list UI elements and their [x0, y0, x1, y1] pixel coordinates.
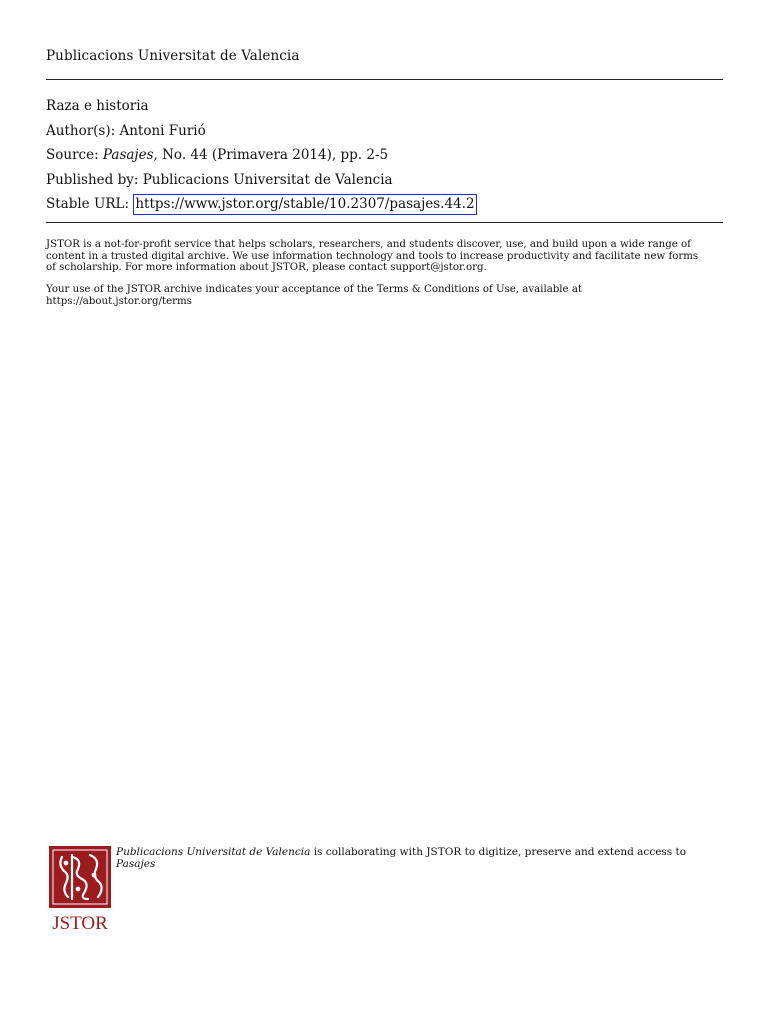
collaboration-journal: Pasajes — [116, 857, 156, 870]
published-row — [46, 168, 477, 193]
top-divider — [46, 79, 723, 80]
published-value: Publicacions Universitat de Valencia — [142, 171, 393, 188]
publisher-header: Publicacions Universitat de Valencia — [46, 48, 300, 64]
source-label: Source: — [46, 147, 99, 163]
jstor-logo — [48, 845, 112, 933]
source-details: , No. 44 (Primavera 2014), pp. 2-5 — [153, 147, 389, 163]
article-metadata — [46, 94, 477, 217]
authors-value: Antoni Furió — [119, 122, 206, 139]
jstor-logo-wordmark: JSTOR — [52, 913, 108, 933]
authors-label: Author(s): — [46, 122, 116, 139]
middle-divider — [46, 222, 723, 223]
source-row — [46, 143, 477, 168]
published-label: Published by: — [46, 171, 139, 188]
article-title: Raza e historia — [46, 98, 149, 114]
stable-url-label: Stable URL: — [46, 196, 130, 212]
collaboration-text: is collaborating with JSTOR to digitize, preserve and extend access to — [310, 846, 687, 858]
jstor-about-notice: JSTOR is a not-for-profit service that helps scholars, researchers, and students discover, use, and build upon a wide range of content in a trusted digital archive. We use information technology and tools to increase productivity and facilitate new forms of scholarship. For more information about JSTOR, please contact support@jstor.org. — [46, 239, 699, 274]
stable-url-link[interactable]: https://www.jstor.org/stable/10.2307/pasajes.44.2 — [133, 194, 476, 215]
source-journal: Pasajes — [102, 147, 154, 163]
authors-row — [46, 119, 477, 144]
stable-url-row — [46, 192, 477, 217]
collaborator-name: Publicacions Universitat de Valencia — [116, 846, 311, 858]
collaboration-statement — [116, 847, 716, 870]
terms-notice: Your use of the JSTOR archive indicates your acceptance of the Terms & Conditions of Use, available at https://about.jstor.org/terms — [46, 284, 582, 307]
